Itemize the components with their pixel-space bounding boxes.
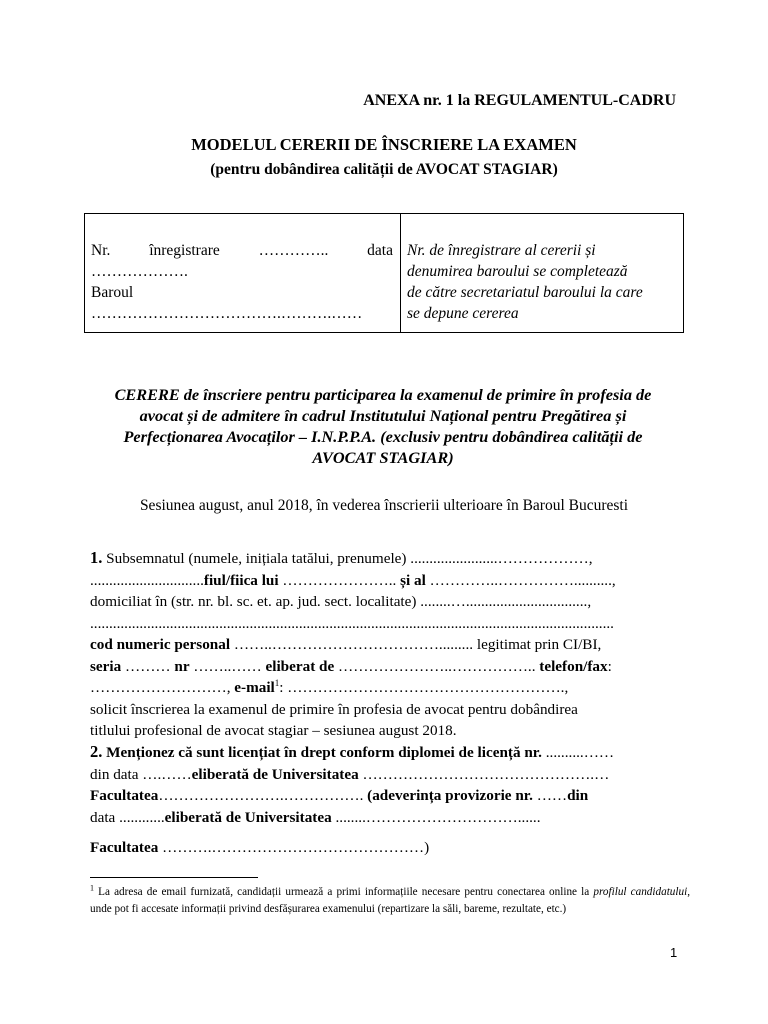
s2-dots: ….…… <box>142 765 192 783</box>
s1-line-1 <box>90 547 690 570</box>
section-2-number: 2. <box>90 742 103 761</box>
box-divider <box>400 214 401 332</box>
s1-line-6 <box>90 656 690 678</box>
data-label: data <box>367 242 393 259</box>
s1-seria-label: seria <box>90 657 122 675</box>
s1-line-2 <box>90 570 690 592</box>
section-1-number: 1. <box>90 548 103 567</box>
s2-facultatea-label: Facultatea <box>90 787 159 804</box>
s1-line-9: titlului profesional de avocat stagiar – sesiunea august 2018. <box>90 722 457 739</box>
s2-line-4 <box>90 807 690 829</box>
s2-line-3 <box>90 785 690 807</box>
s1-dots: ……… <box>125 657 171 675</box>
s1-legitimat-label: legitimat prin CI/BI, <box>476 636 602 653</box>
note-line: de către secretariatul baroului la care <box>407 284 643 301</box>
s1-line-3 <box>90 591 690 613</box>
s1-nr-label: nr <box>174 657 190 675</box>
cerere-title <box>72 384 694 468</box>
s1-cnp-label: cod numeric personal <box>90 636 231 653</box>
s2-dots: …… <box>536 787 568 804</box>
footnote-marker: 1 <box>90 883 94 893</box>
footnote-italic-text: profilul candidatului <box>593 886 688 898</box>
s2-line-2 <box>90 764 690 786</box>
nr-label: Nr. <box>91 242 111 259</box>
s1-line-5 <box>90 634 690 656</box>
annex-heading: ANEXA nr. 1 la REGULAMENTUL-CADRU <box>363 92 676 109</box>
document-title: MODELUL CERERII DE ÎNSCRIERE LA EXAMEN <box>191 135 577 154</box>
s1-dots: ……..…… <box>193 657 262 675</box>
registration-line-1 <box>91 240 393 261</box>
s1-eliberat-label: eliberat de <box>265 657 335 675</box>
s1-line-4: .......................................................................................................................................... <box>90 614 614 632</box>
s1-dots: ………………………, <box>90 679 231 696</box>
s2-universitatea-label: eliberată de Universitatea <box>191 765 359 783</box>
s1-line-8: solicit înscrierea la examenul de primire în profesia de avocat pentru dobândirea <box>90 700 578 718</box>
s2-dots: …………………….……………. <box>158 787 364 804</box>
baroul-label: Baroul <box>91 284 134 301</box>
s2-dots: ..........…… <box>545 744 615 761</box>
s2-line-1 <box>90 741 690 764</box>
nr-dots: ………….. <box>258 242 329 259</box>
section-1 <box>90 547 690 742</box>
s2-dots: ……….……………………………………) <box>162 839 430 856</box>
s1-dots: …………………..…………….. <box>338 657 536 675</box>
s1-dots: : ………………………………………………., <box>279 679 569 696</box>
s1-dots: ……..……………………………......... <box>233 636 474 653</box>
s2-line-5 <box>90 837 690 859</box>
s1-si-al-label: și al <box>400 571 426 589</box>
s1-dots: .............................. <box>90 571 204 589</box>
s1-email-label: e-mail <box>234 679 275 696</box>
s2-licenta-label: Menționez că sunt licențiat în drept conform diplomei de licență nr. <box>106 744 542 761</box>
s2-adeverinta-label: (adeverința provizorie nr. <box>367 787 533 804</box>
footnote-text: , unde pot fi accesate informații privind desfășurarea examenului (repartizare la săli, bareme, rezultate, etc.) <box>90 886 691 915</box>
s1-dots: …………..…………….........., <box>429 571 616 589</box>
session-line: Sesiunea august, anul 2018, în vederea înscrierii ulterioare în Baroul Bucuresti <box>139 497 629 514</box>
s1-name-dots: .......................………………, <box>410 550 593 567</box>
data-dots: ………………. <box>91 263 188 280</box>
s2-dots: ........…………………………...... <box>335 808 541 826</box>
footnote-text: La adresa de email furnizată, candidații urmează a primi informațiile necesare pentru conectarea online la <box>98 886 590 898</box>
cerere-title-line: AVOCAT STAGIAR) <box>312 448 454 467</box>
s2-data-label: data <box>90 808 116 826</box>
registration-fields <box>91 240 393 324</box>
s1-domiciliu-label: domiciliat în (str. nr. bl. sc. et. ap. jud. sect. localitate) <box>90 593 417 610</box>
page-number: 1 <box>670 945 678 960</box>
footnote-separator <box>90 877 258 878</box>
s2-universitatea-label: eliberată de Universitatea <box>164 808 332 826</box>
cerere-title-line: Perfecționarea Avocaților – I.N.P.P.A. (exclusiv pentru dobândirea calității de <box>123 427 643 446</box>
note-line: se depune cererea <box>407 305 519 322</box>
baroul-dots: ……………………………….……….…… <box>91 305 363 322</box>
s2-facultatea-label: Facultatea <box>90 839 159 856</box>
footnote <box>90 884 690 918</box>
s1-fiul-label: fiul/fiica lui <box>203 571 279 589</box>
section-2 <box>90 741 690 859</box>
s2-din-label: din <box>567 787 589 804</box>
s1-colon: : <box>607 657 612 675</box>
document-subtitle: (pentru dobândirea calității de AVOCAT STAGIAR) <box>210 161 558 178</box>
s2-dots: ……………………………………….… <box>362 765 610 783</box>
s1-dots: ………………….. <box>282 571 397 589</box>
s1-name-label: Subsemnatul (numele, inițiala tatălui, prenumele) <box>106 550 407 567</box>
s1-telefon-label: telefon/fax <box>539 657 608 675</box>
s2-din-data-label: din data <box>90 765 139 783</box>
note-line: Nr. de înregistrare al cererii și <box>407 242 596 259</box>
s1-line-7 <box>90 677 690 699</box>
s2-dots: ............ <box>119 808 165 826</box>
s1-dots: ........…................................, <box>420 593 592 610</box>
cerere-title-line: CERERE de înscriere pentru participarea la examenul de primire în profesia de <box>114 385 652 404</box>
cerere-title-line: avocat și de admitere în cadrul Institutului Național pentru Pregătirea și <box>139 406 627 425</box>
inregistrare-label: înregistrare <box>149 242 220 259</box>
footnote-ref: 1 <box>274 677 280 688</box>
note-line: denumirea baroului se completează <box>407 263 628 280</box>
registration-note <box>407 240 677 324</box>
registration-box <box>84 213 684 333</box>
